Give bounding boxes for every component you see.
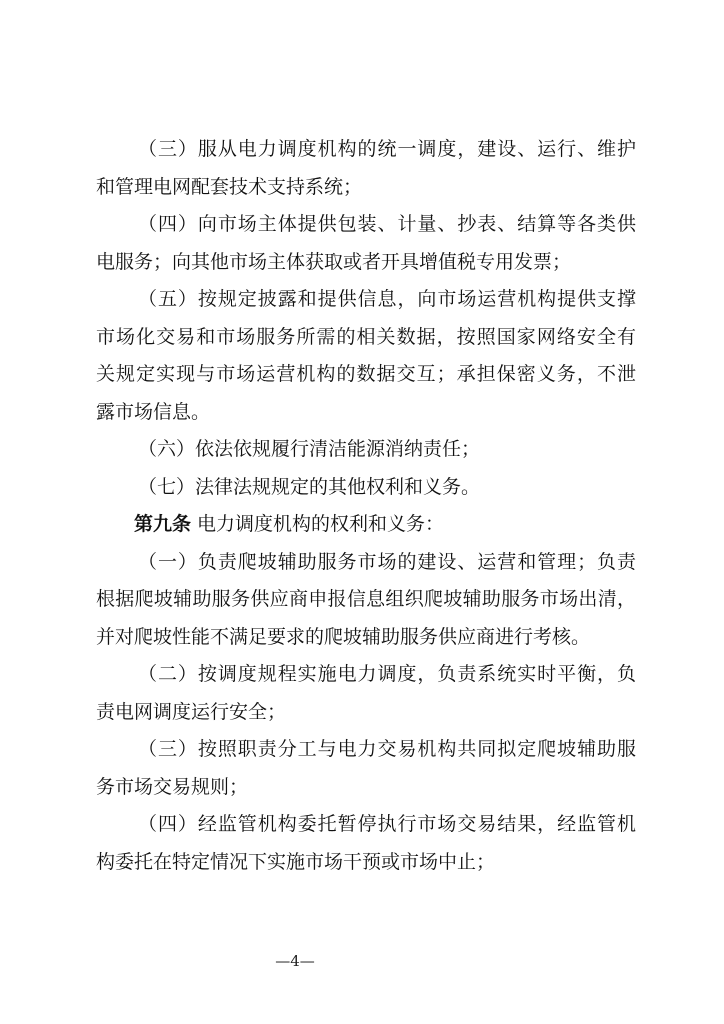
paragraph-line: （一）负责爬坡辅助服务市场的建设、运营和管理；负责 <box>138 550 636 573</box>
paragraph-line: （三）按照职责分工与电力交易机构共同拟定爬坡辅助服 <box>138 738 636 760</box>
article-text: 电力调度机构的权利和义务： <box>191 513 445 535</box>
paragraph-line: 责电网调度运行安全； <box>96 700 287 723</box>
paragraph-line: （三）服从电力调度机构的统一调度，建设、运行、维护 <box>138 138 636 160</box>
article-heading-line <box>96 506 636 544</box>
paragraph-line: 电服务；向其他市场主体获取或者开具增值税专用发票； <box>96 250 572 273</box>
paragraph-line: 并对爬坡性能不满足要求的爬坡辅助服务供应商进行考核。 <box>96 625 591 648</box>
paragraph-line: 构委托在特定情况下实施市场干预或市场中止； <box>96 850 496 873</box>
paragraph-line: （六）依法依规履行清洁能源消纳责任； <box>138 438 481 460</box>
paragraph-line: （五）按规定披露和提供信息，向市场运营机构提供支撑 <box>138 288 636 310</box>
paragraph-line: （四）经监管机构委托暂停执行市场交易结果，经监管机 <box>138 813 636 835</box>
paragraph-line: 务市场交易规则； <box>96 775 249 798</box>
paragraph-line: 和管理电网配套技术支持系统； <box>96 175 363 198</box>
article-title: 第九条 <box>134 513 192 535</box>
paragraph-line: （四）向市场主体提供包装、计量、抄表、结算等各类供 <box>138 213 636 235</box>
paragraph-line: （二）按调度规程实施电力调度，负责系统实时平衡，负 <box>138 663 636 685</box>
paragraph-line: 根据爬坡辅助服务供应商申报信息组织爬坡辅助服务市场出清， <box>96 588 636 610</box>
paragraph-line: （七）法律法规规定的其他权利和义务。 <box>138 475 481 498</box>
paragraph-line: 关规定实现与市场运营机构的数据交互；承担保密义务，不泄 <box>96 363 636 385</box>
page-number: —4— <box>275 952 315 970</box>
body-text <box>96 131 636 881</box>
paragraph-line: 市场化交易和市场服务所需的相关数据，按照国家网络安全有 <box>96 325 636 348</box>
paragraph-line: 露市场信息。 <box>96 400 211 423</box>
